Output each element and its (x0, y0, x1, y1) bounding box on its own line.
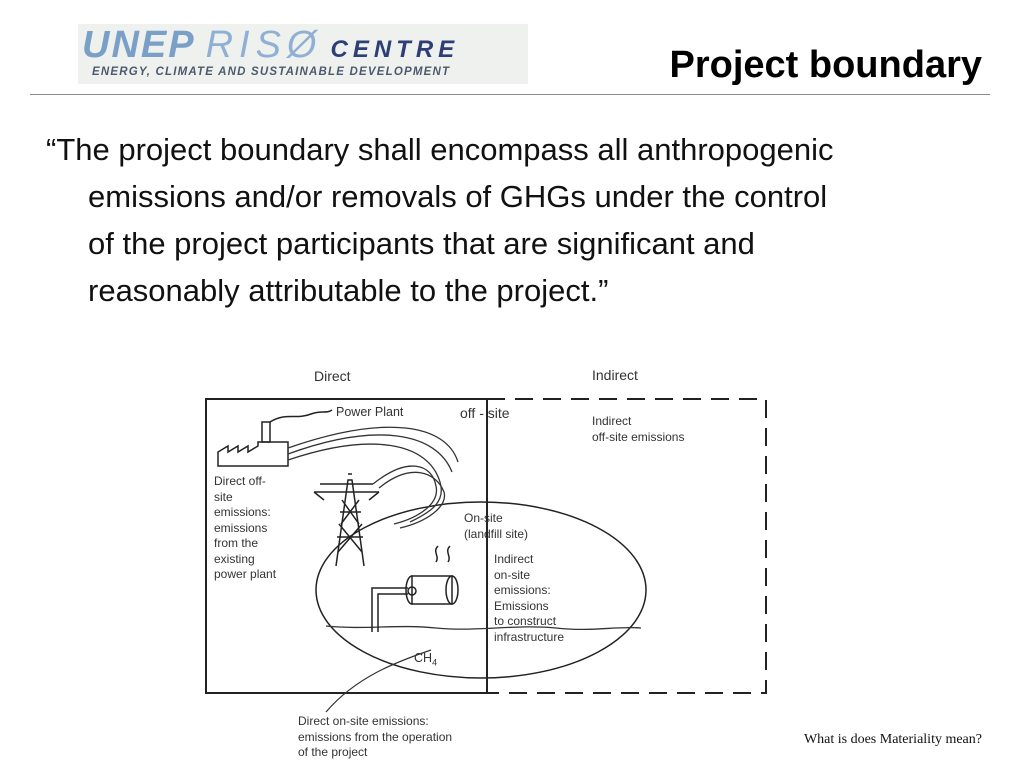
ch4-subscript: 4 (432, 657, 438, 668)
indirect-onsite-line-6: infrastructure (494, 629, 565, 644)
unep-riso-logo (78, 24, 528, 84)
direct-offsite-line-2: site (214, 489, 233, 504)
logo-word-unep: UNEP (82, 24, 196, 66)
ground-line (326, 626, 641, 629)
logo-word-riso: RISØ (205, 24, 323, 66)
direct-offsite-line-4: emissions (214, 520, 268, 535)
label-indirect-onsite (494, 552, 564, 645)
title-divider (30, 94, 990, 95)
logo-tagline: ENERGY, CLIMATE AND SUSTAINABLE DEVELOPMENT (92, 66, 451, 78)
ch4-base: CH (414, 651, 433, 665)
label-ch4 (414, 650, 437, 671)
indirect-onsite-line-3: emissions: (494, 583, 551, 597)
transmission-tower-icon (314, 474, 379, 566)
direct-onsite-line-3: of the project (298, 745, 368, 759)
direct-offsite-line-7: power plant (214, 567, 277, 581)
indirect-offsite-line-1: Indirect (592, 414, 632, 428)
definition-quote (46, 126, 846, 352)
quote-text: “The project boundary shall encompass all anthropogenic emissions and/or removals of GHGs under the control of the project participants that are significant and reasonably attributable to the project.” (46, 132, 834, 308)
label-onsite (464, 511, 528, 542)
label-direct-offsite (214, 474, 276, 583)
onsite-line-1: On-site (464, 511, 503, 525)
logo-word-centre: CENTRE (330, 36, 460, 63)
onsite-line-2: (landfill site) (464, 526, 529, 541)
direct-onsite-line-1: Direct on-site emissions: (298, 714, 429, 728)
direct-offsite-line-5: from the (214, 536, 259, 550)
footer-note: What is does Materiality mean? (803, 732, 982, 747)
power-lines (288, 427, 458, 528)
slide-title: Project boundary (669, 44, 982, 86)
label-direct-onsite (298, 714, 452, 761)
logo-wordmark (82, 24, 459, 67)
power-plant-icon (218, 410, 332, 466)
indirect-offsite-line-2: off-site emissions (592, 429, 685, 444)
label-off-site: off - site (460, 405, 510, 421)
indirect-onsite-line-4: Emissions (494, 598, 549, 613)
gas-engine-icon (372, 546, 458, 632)
label-direct: Direct (314, 368, 351, 384)
indirect-onsite-line-5: to construct (494, 614, 557, 628)
project-boundary-diagram (196, 362, 786, 768)
indirect-onsite-line-2: on-site (494, 567, 531, 582)
label-indirect-offsite (592, 414, 684, 445)
direct-offsite-line-3: emissions: (214, 505, 271, 519)
direct-offsite-line-6: existing (214, 551, 255, 566)
indirect-onsite-line-1: Indirect (494, 552, 534, 566)
label-power-plant: Power Plant (336, 405, 404, 419)
direct-offsite-line-1: Direct off- (214, 474, 266, 488)
diagram-drawing (196, 362, 786, 768)
direct-onsite-line-2: emissions from the operation (298, 729, 453, 744)
label-indirect: Indirect (592, 367, 638, 383)
